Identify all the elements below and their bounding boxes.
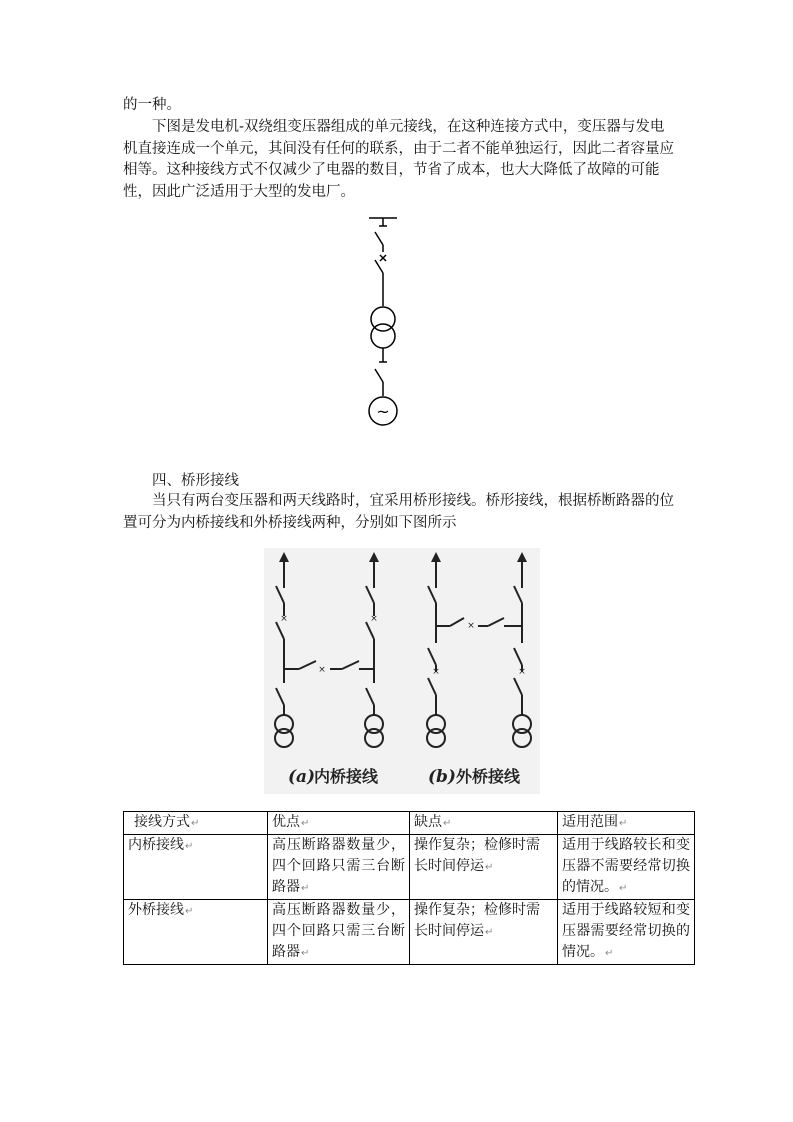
- paragraph-fragment: 的一种。: [123, 97, 181, 113]
- generator-symbol: ~: [376, 402, 390, 421]
- table-cell: 适用于线路较短和变压器需要经常切换的情况。↵: [558, 900, 695, 965]
- paragraph-bridge-wiring: 当只有两台变压器和两天线路时，宜采用桥形接线。桥形接线，根据桥断路器的位置可分为内桥接线和外桥接线两种，分别如下图所示: [123, 493, 674, 531]
- svg-text:×: ×: [518, 667, 526, 677]
- table-row: [124, 835, 695, 900]
- table-row: [124, 900, 695, 965]
- bridge-wiring-diagram: [264, 548, 540, 794]
- paragraph-unit-wiring: 下图是发电机-双绕组变压器组成的单元接线，在这种连接方式中，变压器与发电机直接连成一个单元，其间没有任何的联系，由于二者不能单独运行，因此二者容量应相等。这种接线方式不仅减少了电器的数目，节省了成本，也大大降低了故障的可能性，因此广泛适用于大型的发电厂。: [123, 119, 674, 200]
- table-cell: 内桥接线↵: [124, 835, 268, 900]
- label-b-prefix: (b): [428, 767, 456, 787]
- header-cell: 优点↵: [268, 812, 410, 835]
- label-a-prefix: (a): [288, 767, 316, 787]
- table-header-row: [124, 812, 695, 835]
- label-inner-bridge: 内桥接线: [314, 767, 379, 786]
- table-cell: 操作复杂；检修时需长时间停运↵: [410, 835, 558, 900]
- table-cell: 操作复杂；检修时需长时间停运↵: [410, 900, 558, 965]
- svg-text:×: ×: [467, 621, 475, 631]
- table-cell: 外桥接线↵: [124, 900, 268, 965]
- table-cell: 高压断路器数量少，四个回路只需三台断路器↵: [268, 835, 410, 900]
- svg-text:×: ×: [432, 667, 440, 677]
- svg-text:×: ×: [370, 614, 378, 624]
- comparison-table: [123, 811, 695, 965]
- unit-wiring-diagram: [355, 212, 415, 432]
- label-outer-bridge: 外桥接线: [456, 767, 521, 786]
- header-cell: 缺点↵: [410, 812, 558, 835]
- header-cell: 接线方式↵: [124, 812, 268, 835]
- section-heading-bridge: 四、桥形接线: [152, 473, 239, 489]
- header-cell: 适用范围↵: [558, 812, 695, 835]
- svg-text:×: ×: [280, 614, 288, 624]
- table-cell: 适用于线路较长和变压器不需要经常切换的情况。↵: [558, 835, 695, 900]
- svg-text:×: ×: [318, 665, 326, 675]
- table-cell: 高压断路器数量少，四个回路只需三台断路器↵: [268, 900, 410, 965]
